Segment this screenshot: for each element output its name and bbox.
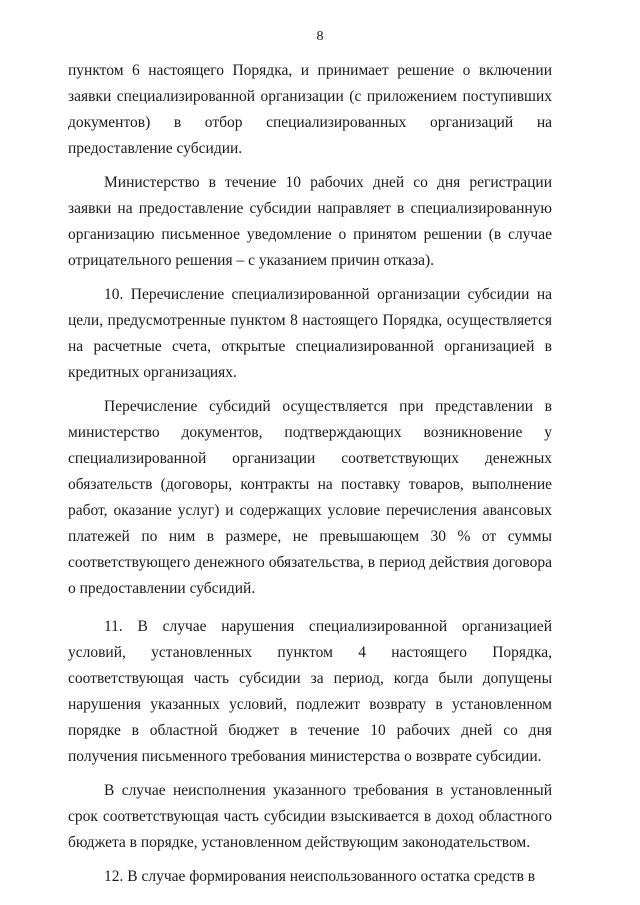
paragraph-continuation: пунктом 6 настоящего Порядка, и принимает решение о включении заявки специализированной организации (с приложением поступивших документов) в отбор специализированных организаций на предоставление субсидии. xyxy=(68,62,552,157)
paragraph-subsidy-transfer: Перечисление субсидий осуществляется при представлении в министерство документов, подтверждающих возникновение у специализированной организации соответствующих денежных обязательств (договоры, контракты на поставку товаров, выполнение работ, оказание услуг) и содержащих условие перечисления авансовых платежей по ним в размере, не превышающем 30 % от суммы соответствующего денежного обязательства, в период действия договора о предоставлении субсидий. xyxy=(68,398,552,597)
paragraph-clause-11: 11. В случае нарушения специализированной организацией условий, установленных пунктом 4 настоящего Порядка, соответствующая часть субсидии за период, когда были допущены нарушения указанных условий, подлежит возврату в установленном порядке в областной бюджет в течение 10 рабочих дней со дня получения письменного требования министерства о возврате субсидии. xyxy=(68,618,552,765)
document-body xyxy=(68,58,552,890)
paragraph-ministry-notice: Министерство в течение 10 рабочих дней со дня регистрации заявки на предоставление субсидии направляет в специализированную организацию письменное уведомление о принятом решении (в случае отрицательного решения – с указанием причин отказа). xyxy=(68,174,552,269)
paragraph-non-fulfillment: В случае неисполнения указанного требования в установленный срок соответствующая часть субсидии взыскивается в доход областного бюджета в порядке, установленном действующим законодательством. xyxy=(68,782,552,851)
paragraph-clause-10: 10. Перечисление специализированной организации субсидии на цели, предусмотренные пунктом 8 настоящего Порядка, осуществляется на расчетные счета, открытые специализированной организацией в кредитных организациях. xyxy=(68,286,552,381)
page-number: 8 xyxy=(316,29,324,44)
paragraph-clause-12: 12. В случае формирования неиспользованного остатка средств в xyxy=(104,868,536,885)
